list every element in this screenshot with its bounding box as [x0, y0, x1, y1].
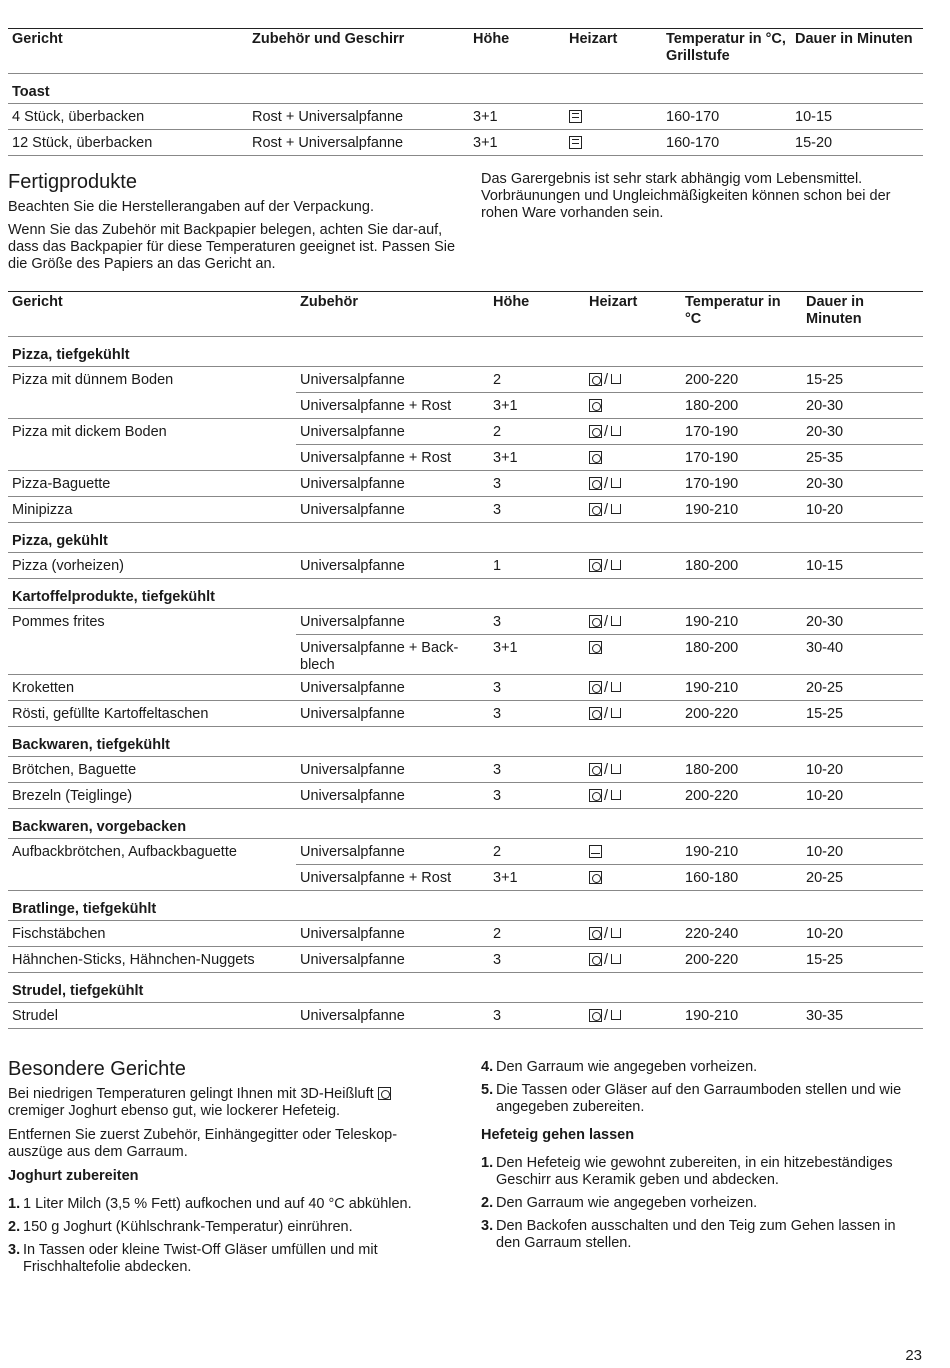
slash-separator: /	[604, 926, 609, 942]
cell: Rösti, gefüllte Kartoffeltaschen	[8, 701, 296, 727]
cell	[8, 635, 296, 675]
cell	[585, 497, 681, 523]
section-row	[8, 523, 923, 553]
cell: 15-25	[802, 701, 923, 727]
pizzastufe-icon	[609, 681, 622, 694]
3d-heissluft-icon	[589, 373, 602, 386]
col-header: Dauer in Minuten	[802, 292, 923, 337]
cell	[585, 471, 681, 497]
table-row	[8, 497, 923, 523]
cell	[585, 609, 681, 635]
section-title: Bratlinge, tiefgekühlt	[8, 891, 923, 921]
pizzastufe-icon	[609, 1009, 622, 1022]
paragraph: Entfernen Sie zuerst Zubehör, Einhängegitter oder Teleskop-auszüge aus dem Garraum.	[8, 1127, 398, 1160]
pizzastufe-icon	[609, 615, 622, 628]
cell: 200-220	[681, 701, 802, 727]
list-item: 3. In Tassen oder kleine Twist-Off Gläser umfüllen und mit Frischhaltefolie abdecken.	[8, 1242, 378, 1275]
cell: Pizza (vorheizen)	[8, 553, 296, 579]
3d-heissluft-icon	[589, 451, 602, 464]
slash-separator: /	[604, 788, 609, 804]
cell: 30-40	[802, 635, 923, 675]
section-row	[8, 891, 923, 921]
col-header: Heizart	[565, 29, 662, 74]
cell: Universalpfanne	[296, 367, 489, 393]
pizzastufe-icon	[609, 503, 622, 516]
section-row	[8, 973, 923, 1003]
col-header: Temperatur in °C, Grillstufe	[662, 29, 791, 74]
cell: Rost + Universalpfanne	[248, 130, 469, 156]
joghurt-steps-right	[481, 1059, 921, 1122]
cell: Universalpfanne	[296, 783, 489, 809]
cell: 12 Stück, überbacken	[8, 130, 248, 156]
section-heading-besondere-gerichte: Besondere Gerichte	[8, 1058, 186, 1080]
table-row	[8, 367, 923, 393]
3d-heissluft-icon	[589, 559, 602, 572]
table-row	[8, 419, 923, 445]
3d-heissluft-icon	[589, 503, 602, 516]
slash-separator: /	[604, 502, 609, 518]
cell: 190-210	[681, 497, 802, 523]
cell: Universalpfanne + Back-blech	[296, 635, 489, 675]
col-header: Zubehör und Geschirr	[248, 29, 469, 74]
step-text: Den Hefeteig wie gewohnt zubereiten, in ein hitzebeständiges Geschirr aus Keramik geben und abdecken.	[496, 1155, 893, 1188]
section-row	[8, 809, 923, 839]
cell	[585, 393, 681, 419]
cell: Strudel	[8, 1003, 296, 1029]
slash-separator: /	[604, 680, 609, 696]
step-text: Den Garraum wie angegeben vorheizen.	[496, 1059, 758, 1075]
cell: 25-35	[802, 445, 923, 471]
cell: 2	[489, 367, 585, 393]
cell	[585, 701, 681, 727]
list-item: 1. 1 Liter Milch (3,5 % Fett) aufkochen und auf 40 °C abkühlen.	[8, 1196, 412, 1212]
3d-heissluft-icon	[589, 1009, 602, 1022]
section-row	[8, 579, 923, 609]
step-text: Die Tassen oder Gläser auf den Garraumboden stellen und wie angegeben zubereiten.	[496, 1082, 902, 1115]
col-header: Dauer in Minuten	[791, 29, 923, 74]
cell: Universalpfanne + Rost	[296, 445, 489, 471]
list-item: 3. Den Backofen ausschalten und den Teig zum Gehen lassen in den Garraum stellen.	[481, 1218, 896, 1251]
cell: 160-170	[662, 130, 791, 156]
pizzastufe-icon	[609, 373, 622, 386]
step-text: 1 Liter Milch (3,5 % Fett) aufkochen und auf 40 °C abkühlen.	[23, 1196, 412, 1212]
3d-heissluft-icon	[589, 615, 602, 628]
cell: 200-220	[681, 367, 802, 393]
cell: 2	[489, 839, 585, 865]
cell: Minipizza	[8, 497, 296, 523]
grill-icon	[569, 110, 582, 123]
col-header: Höhe	[469, 29, 565, 74]
cell: Aufbackbrötchen, Aufbackbaguette	[12, 844, 237, 860]
table-row	[8, 1003, 923, 1029]
section-title: Pizza, tiefgekühlt	[8, 337, 923, 367]
grill-icon	[569, 136, 582, 149]
cell: 190-210	[681, 1003, 802, 1029]
3d-heissluft-icon	[589, 789, 602, 802]
cell: 10-20	[802, 839, 923, 865]
cell: 180-200	[681, 393, 802, 419]
pizzastufe-icon	[609, 789, 622, 802]
col-header: Zubehör	[296, 292, 489, 337]
slash-separator: /	[604, 952, 609, 968]
cell: 30-35	[802, 1003, 923, 1029]
table-row	[8, 393, 923, 419]
cell: 3	[489, 1003, 585, 1029]
cell: 3	[489, 497, 585, 523]
table-row	[8, 757, 923, 783]
slash-separator: /	[604, 614, 609, 630]
cell: 3	[489, 947, 585, 973]
cell: Universalpfanne	[296, 497, 489, 523]
cell: 20-30	[802, 393, 923, 419]
3d-heissluft-icon	[589, 953, 602, 966]
subheading-hefeteig: Hefeteig gehen lassen	[481, 1127, 635, 1143]
table-row	[8, 701, 923, 727]
section-title: Backwaren, vorgebacken	[8, 809, 923, 839]
step-text: In Tassen oder kleine Twist-Off Gläser umfüllen und mit Frischhaltefolie abdecken.	[23, 1242, 378, 1275]
cell: Rost + Universalpfanne	[248, 104, 469, 130]
cell: 10-15	[802, 553, 923, 579]
pizzastufe-icon	[609, 559, 622, 572]
cell	[585, 839, 681, 865]
cell: Brötchen, Baguette	[8, 757, 296, 783]
cell: 3+1	[469, 130, 565, 156]
3d-heissluft-icon	[589, 425, 602, 438]
3d-heissluft-icon	[589, 399, 602, 412]
table-row	[8, 921, 923, 947]
cell: 170-190	[681, 419, 802, 445]
cell: 15-25	[802, 367, 923, 393]
col-header: Höhe	[489, 292, 585, 337]
section-row	[8, 727, 923, 757]
table-row	[8, 609, 923, 635]
3d-heissluft-icon	[589, 871, 602, 884]
cell: 3	[489, 783, 585, 809]
cell: Universalpfanne	[296, 947, 489, 973]
cell: 190-210	[681, 675, 802, 701]
paragraph	[8, 1086, 463, 1120]
table-header-row	[8, 292, 923, 337]
cell: 170-190	[681, 471, 802, 497]
slash-separator: /	[604, 372, 609, 388]
cell: Universalpfanne	[296, 757, 489, 783]
col-header: Gericht	[8, 292, 296, 337]
cell: 190-210	[681, 609, 802, 635]
paragraph: Beachten Sie die Herstellerangaben auf der Verpackung.	[8, 199, 374, 215]
list-item: 2. 150 g Joghurt (Kühlschrank-Temperatur) einrühren.	[8, 1219, 353, 1235]
cell	[8, 445, 296, 471]
joghurt-steps-left	[8, 1196, 463, 1282]
cell	[585, 445, 681, 471]
cell	[585, 419, 681, 445]
col-header: Gericht	[8, 29, 248, 74]
paragraph: Das Garergebnis ist sehr stark abhängig vom Lebensmittel. Vorbräunungen und Ungleichmäßigkeiten können schon bei der rohen Ware vorhanden sein.	[481, 171, 891, 221]
cell: Pizza mit dünnem Boden	[12, 372, 174, 388]
cell: Universalpfanne	[296, 419, 489, 445]
step-text: Den Backofen ausschalten und den Teig zum Gehen lassen in den Garraum stellen.	[496, 1218, 896, 1251]
cell: 10-20	[802, 497, 923, 523]
cell: 180-200	[681, 553, 802, 579]
cell: 200-220	[681, 947, 802, 973]
cell: Universalpfanne	[296, 701, 489, 727]
col-header: Heizart	[585, 292, 681, 337]
toast-table	[8, 28, 923, 156]
cell: Kroketten	[8, 675, 296, 701]
list-item: 4. Den Garraum wie angegeben vorheizen.	[481, 1059, 758, 1075]
cell: 20-25	[802, 675, 923, 701]
hefe-steps	[481, 1155, 921, 1258]
cell: 4 Stück, überbacken	[8, 104, 248, 130]
section-heading-fertigprodukte: Fertigprodukte	[8, 171, 137, 193]
cell: 3+1	[489, 635, 585, 675]
ober-unterhitze-icon	[589, 845, 602, 858]
table-row	[8, 675, 923, 701]
cell	[585, 783, 681, 809]
cell: 3	[489, 471, 585, 497]
cell	[585, 675, 681, 701]
cell: 3	[489, 675, 585, 701]
table-row	[8, 865, 923, 891]
cell: 3	[489, 609, 585, 635]
cell	[8, 865, 296, 891]
3d-heissluft-icon	[378, 1087, 391, 1100]
cell: 20-30	[802, 609, 923, 635]
cell	[585, 553, 681, 579]
3d-heissluft-icon	[589, 707, 602, 720]
table-row	[8, 553, 923, 579]
table-row	[8, 839, 923, 865]
cell: Universalpfanne	[296, 921, 489, 947]
cell: 10-20	[802, 757, 923, 783]
3d-heissluft-icon	[589, 477, 602, 490]
page-number: 23	[905, 1347, 922, 1364]
3d-heissluft-icon	[589, 681, 602, 694]
section-title: Backwaren, tiefgekühlt	[8, 727, 923, 757]
cell	[585, 635, 681, 675]
pizzastufe-icon	[609, 763, 622, 776]
cell: 160-170	[662, 104, 791, 130]
cell: 180-200	[681, 635, 802, 675]
cell: 200-220	[681, 783, 802, 809]
section-title: Strudel, tiefgekühlt	[8, 973, 923, 1003]
cell	[8, 393, 296, 419]
list-item: 5. Die Tassen oder Gläser auf den Garraumboden stellen und wie angegeben zubereiten.	[481, 1082, 902, 1115]
cell	[585, 921, 681, 947]
cell: Pizza-Baguette	[8, 471, 296, 497]
cell: 180-200	[681, 757, 802, 783]
step-text: 150 g Joghurt (Kühlschrank-Temperatur) einrühren.	[23, 1219, 353, 1235]
pizzastufe-icon	[609, 477, 622, 490]
pizzastufe-icon	[609, 953, 622, 966]
pizzastufe-icon	[609, 707, 622, 720]
cell: 10-15	[791, 104, 923, 130]
cell: Brezeln (Teiglinge)	[8, 783, 296, 809]
cell: Hähnchen-Sticks, Hähnchen-Nuggets	[8, 947, 296, 973]
cell: 2	[489, 419, 585, 445]
section-title: Pizza, gekühlt	[8, 523, 923, 553]
slash-separator: /	[604, 706, 609, 722]
list-item: 2. Den Garraum wie angegeben vorheizen.	[481, 1195, 758, 1211]
cell: Universalpfanne	[296, 553, 489, 579]
cell	[565, 104, 662, 130]
cell: Universalpfanne + Rost	[296, 393, 489, 419]
cell: 3+1	[489, 865, 585, 891]
cell: Universalpfanne + Rost	[296, 865, 489, 891]
cell	[585, 865, 681, 891]
paragraph-text: cremiger Joghurt ebenso gut, wie lockerer Hefeteig.	[8, 1103, 341, 1119]
subheading-joghurt: Joghurt zubereiten	[8, 1168, 139, 1184]
slash-separator: /	[604, 424, 609, 440]
cell: 190-210	[681, 839, 802, 865]
cell: 2	[489, 921, 585, 947]
fertigprodukte-table	[8, 291, 923, 1029]
3d-heissluft-icon	[589, 641, 602, 654]
cell: Fischstäbchen	[8, 921, 296, 947]
section-title: Kartoffelprodukte, tiefgekühlt	[8, 579, 923, 609]
table-row	[8, 783, 923, 809]
cell	[585, 1003, 681, 1029]
cell	[585, 757, 681, 783]
table-row	[8, 635, 923, 675]
slash-separator: /	[604, 762, 609, 778]
table-row	[8, 445, 923, 471]
3d-heissluft-icon	[589, 763, 602, 776]
cell: 20-30	[802, 471, 923, 497]
cell: 20-25	[802, 865, 923, 891]
cell: Universalpfanne	[296, 839, 489, 865]
cell: Pommes frites	[12, 614, 105, 630]
3d-heissluft-icon	[589, 927, 602, 940]
cell: 220-240	[681, 921, 802, 947]
cell: 1	[489, 553, 585, 579]
section-title: Toast	[8, 74, 923, 104]
cell: Pizza mit dickem Boden	[12, 424, 167, 440]
list-item: 1. Den Hefeteig wie gewohnt zubereiten, in ein hitzebeständiges Geschirr aus Keramik geben und abdecken.	[481, 1155, 893, 1188]
cell	[585, 947, 681, 973]
paragraph-text: Bei niedrigen Temperaturen gelingt Ihnen mit 3D-Heißluft	[8, 1086, 374, 1102]
cell: Universalpfanne	[296, 609, 489, 635]
slash-separator: /	[604, 558, 609, 574]
cell: 10-20	[802, 783, 923, 809]
section-row	[8, 337, 923, 367]
cell: 3+1	[489, 445, 585, 471]
cell: 170-190	[681, 445, 802, 471]
table-row	[8, 471, 923, 497]
cell: Universalpfanne	[296, 471, 489, 497]
paragraph: Wenn Sie das Zubehör mit Backpapier belegen, achten Sie dar-auf, dass das Backpapier für diese Temperaturen geeignet ist. Passen Sie die Größe des Papiers an das Gericht an.	[8, 222, 456, 272]
cell: 10-20	[802, 921, 923, 947]
pizzastufe-icon	[609, 927, 622, 940]
table-row	[8, 947, 923, 973]
pizzastufe-icon	[609, 425, 622, 438]
col-header: Temperatur in °C	[681, 292, 802, 337]
cell: 3	[489, 757, 585, 783]
step-text: Den Garraum wie angegeben vorheizen.	[496, 1195, 758, 1211]
cell: 160-180	[681, 865, 802, 891]
cell: 15-25	[802, 947, 923, 973]
cell: Universalpfanne	[296, 675, 489, 701]
slash-separator: /	[604, 476, 609, 492]
cell: 3+1	[489, 393, 585, 419]
cell	[565, 130, 662, 156]
slash-separator: /	[604, 1008, 609, 1024]
cell: Universalpfanne	[296, 1003, 489, 1029]
cell: 3+1	[469, 104, 565, 130]
cell	[585, 367, 681, 393]
cell: 3	[489, 701, 585, 727]
cell: 20-30	[802, 419, 923, 445]
cell: 15-20	[791, 130, 923, 156]
